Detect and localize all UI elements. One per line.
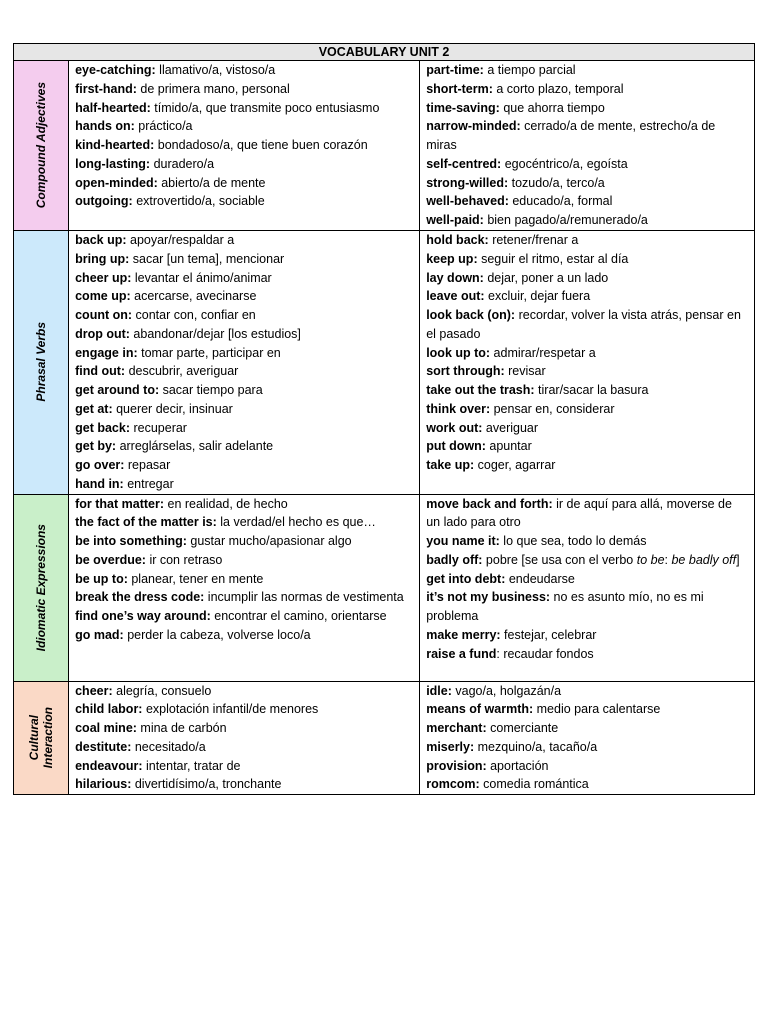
- vocab-definition: aportación: [486, 758, 549, 773]
- vocab-definition: tozudo/a, terco/a: [508, 175, 605, 190]
- vocab-definition: excluir, dejar fuera: [484, 289, 591, 304]
- vocab-entry: [426, 192, 748, 211]
- vocab-entry: [75, 513, 413, 532]
- vocab-entry: [426, 231, 748, 250]
- vocab-definition: vago/a, holgazán/a: [451, 683, 562, 698]
- vocab-term: make merry:: [426, 627, 501, 642]
- vocab-term: move back and forth:: [426, 496, 553, 511]
- vocab-definition: tirar/sacar la basura: [534, 383, 649, 397]
- section-compound-adjectives: [14, 61, 755, 231]
- vocab-entry: [426, 155, 748, 174]
- vocab-term: think over:: [426, 401, 491, 416]
- vocab-term: romcom:: [426, 777, 480, 792]
- vocab-term: self-centred:: [426, 156, 502, 171]
- vocab-entry: [75, 682, 413, 701]
- vocab-definition: que ahorra tiempo: [499, 100, 605, 115]
- vocab-definition: cerrado/a de mente, estrecho/a de miras: [426, 119, 716, 152]
- vocab-definition: averiguar: [482, 420, 539, 435]
- vocab-entry: [75, 588, 413, 607]
- vocab-entry: [426, 99, 748, 118]
- vocab-entry: [75, 607, 413, 626]
- vocab-term: go mad:: [75, 627, 124, 642]
- vocab-term: long-lasting:: [75, 156, 151, 171]
- vocab-definition: incumplir las normas de vestimenta: [204, 590, 404, 605]
- vocab-definition: abandonar/dejar [los estudios]: [129, 326, 301, 341]
- vocab-definition: encontrar el camino, orientarse: [210, 609, 387, 623]
- vocab-term: for that matter:: [75, 496, 165, 511]
- vocab-definition: comedia romántica: [479, 777, 589, 792]
- vocab-entry: [75, 775, 413, 794]
- vocab-entry: [426, 719, 748, 738]
- vocab-entry: [426, 645, 748, 664]
- vocab-definition-part: ]: [736, 552, 740, 567]
- vocab-entry: [75, 174, 413, 193]
- vocab-entry: [426, 682, 748, 701]
- vocab-term: means of warmth:: [426, 702, 534, 717]
- vocab-definition: abierto/a de mente: [157, 175, 266, 190]
- category-label: Cultural Interaction: [27, 707, 56, 769]
- category-cell: [14, 494, 69, 681]
- vocab-entry: [75, 437, 413, 456]
- vocab-definition: la verdad/el hecho es que…: [216, 515, 376, 530]
- vocab-definition: de primera mano, personal: [136, 81, 290, 96]
- vocab-entry: [426, 362, 748, 381]
- vocab-definition: explotación infantil/de menores: [142, 702, 319, 717]
- left-column: [69, 681, 420, 795]
- vocabulary-table: [13, 43, 755, 795]
- vocab-entry: [426, 588, 748, 626]
- vocab-entry: [426, 174, 748, 193]
- vocab-term: miserly:: [426, 739, 475, 754]
- vocab-definition: repasar: [124, 458, 171, 472]
- vocab-entry: [75, 400, 413, 419]
- vocab-definition: festejar, celebrar: [500, 627, 597, 642]
- vocab-term: lay down:: [426, 270, 484, 285]
- right-column: [420, 231, 755, 495]
- vocab-term: go over:: [75, 458, 125, 472]
- vocab-entry: [426, 757, 748, 776]
- vocab-entry: [426, 775, 748, 794]
- vocab-entry: [426, 287, 748, 306]
- vocab-entry: [75, 306, 413, 325]
- vocab-definition: endeudarse: [505, 571, 575, 586]
- vocab-term: find out:: [75, 364, 126, 379]
- category-cell: [14, 231, 69, 495]
- category-label: Phrasal Verbs: [34, 322, 49, 403]
- vocab-term: be up to:: [75, 571, 128, 586]
- vocab-term: hands on:: [75, 119, 135, 134]
- vocab-definition: educado/a, formal: [508, 194, 613, 209]
- vocab-term: kind-hearted:: [75, 138, 155, 152]
- vocab-entry: [75, 250, 413, 269]
- section-cultural-interaction: [14, 681, 755, 795]
- vocab-definition: coger, agarrar: [474, 458, 556, 472]
- vocab-entry: [426, 344, 748, 363]
- vocab-definition: revisar: [504, 364, 546, 379]
- vocab-entry: [75, 80, 413, 99]
- category-cell: [14, 681, 69, 795]
- vocab-entry: [75, 570, 413, 589]
- vocab-term: get into debt:: [426, 571, 506, 586]
- vocab-entry: [75, 700, 413, 719]
- vocab-entry: [75, 192, 413, 211]
- vocab-entry: [75, 344, 413, 363]
- vocab-term: come up:: [75, 289, 131, 304]
- section-phrasal-verbs: [14, 231, 755, 495]
- vocab-definition: llamativo/a, vistoso/a: [155, 63, 276, 77]
- vocab-term: coal mine:: [75, 721, 137, 735]
- vocab-definition: intentar, tratar de: [142, 758, 241, 773]
- vocab-term: provision:: [426, 758, 487, 773]
- vocab-term: hilarious:: [75, 777, 132, 792]
- vocab-term: endeavour:: [75, 758, 143, 773]
- vocab-term: idle:: [426, 683, 452, 698]
- vocab-definition: admirar/respetar a: [490, 345, 596, 360]
- vocab-term: short-term:: [426, 81, 493, 96]
- vocab-definition: ir de aquí para allá, moverse de un lado para otro: [426, 496, 732, 530]
- vocab-term: bring up:: [75, 251, 130, 266]
- vocab-entry: [75, 362, 413, 381]
- vocab-term: you name it:: [426, 534, 500, 548]
- vocab-entry: [426, 381, 748, 400]
- vocab-entry: [426, 738, 748, 757]
- vocab-definition: : recaudar fondos: [496, 646, 594, 661]
- vocab-term: count on:: [75, 308, 133, 322]
- vocab-term: be overdue:: [75, 552, 146, 567]
- vocab-term: work out:: [426, 420, 483, 435]
- vocab-entry: [75, 381, 413, 400]
- vocab-term: time-saving:: [426, 100, 500, 115]
- vocab-term: get at:: [75, 401, 113, 416]
- vocab-term: get around to:: [75, 383, 160, 397]
- vocab-term: child labor:: [75, 702, 143, 717]
- vocab-entry: [426, 400, 748, 419]
- vocab-definition: tímido/a, que transmite poco entusiasmo: [150, 100, 380, 115]
- left-column: [69, 231, 420, 495]
- vocab-term: half-hearted:: [75, 100, 151, 115]
- vocab-term: outgoing:: [75, 194, 133, 209]
- vocab-entry: [426, 532, 748, 551]
- vocab-definition: no es asunto mío, no es mi problema: [426, 590, 704, 623]
- vocab-definition: dejar, poner a un lado: [483, 270, 609, 285]
- vocab-definition-part: to be: [636, 552, 665, 567]
- vocab-term: back up:: [75, 233, 127, 247]
- vocab-definition: bien pagado/a/remunerado/a: [483, 213, 648, 227]
- vocab-term: well-behaved:: [426, 194, 509, 209]
- vocab-entry: [75, 456, 413, 475]
- vocab-definition: necesitado/a: [131, 739, 206, 754]
- vocab-definition: tomar parte, participar en: [137, 345, 281, 360]
- vocab-definition: recordar, volver la vista atrás, pensar en el pasado: [426, 308, 741, 341]
- vocab-definition: medio para calentarse: [533, 702, 661, 717]
- vocab-entry: [426, 551, 748, 570]
- vocab-entry: [426, 269, 748, 288]
- vocab-entry: [75, 738, 413, 757]
- vocab-term: cheer up:: [75, 270, 132, 285]
- vocab-entry: [75, 231, 413, 250]
- vocab-definition: levantar el ánimo/animar: [131, 270, 272, 285]
- vocab-definition: gustar mucho/apasionar algo: [186, 534, 352, 548]
- vocab-entry: [426, 117, 748, 155]
- vocab-definition: recuperar: [130, 420, 187, 435]
- vocab-entry: [426, 250, 748, 269]
- vocab-term: keep up:: [426, 251, 478, 266]
- vocab-entry: [75, 475, 413, 494]
- vocab-definition: planear, tener en mente: [127, 571, 264, 586]
- vocab-entry: [75, 269, 413, 288]
- vocab-definition: sacar [un tema], mencionar: [129, 251, 285, 266]
- vocab-entry: [426, 306, 748, 344]
- vocab-entry: [426, 626, 748, 645]
- vocab-entry: [426, 419, 748, 438]
- right-column: [420, 681, 755, 795]
- vocab-term: leave out:: [426, 289, 485, 304]
- vocab-entry: [426, 456, 748, 475]
- category-cell: [14, 61, 69, 231]
- vocab-definition: mina de carbón: [136, 721, 227, 735]
- vocab-definition: divertidísimo/a, tronchante: [131, 777, 282, 792]
- vocab-term: get by:: [75, 439, 117, 454]
- vocab-term: take out the trash:: [426, 383, 535, 397]
- vocab-entry: [426, 61, 748, 80]
- vocab-term: drop out:: [75, 326, 130, 341]
- vocab-entry: [75, 136, 413, 155]
- vocab-term: cheer:: [75, 683, 113, 698]
- vocab-definition-part: be badly off: [671, 552, 737, 567]
- vocab-term: put down:: [426, 439, 486, 454]
- vocab-definition: apuntar: [485, 439, 532, 454]
- vocab-term: part-time:: [426, 63, 484, 77]
- vocab-definition: alegría, consuelo: [112, 683, 212, 698]
- vocab-definition: perder la cabeza, volverse loco/a: [123, 627, 311, 642]
- vocab-term: get back:: [75, 420, 130, 435]
- vocab-term: engage in:: [75, 345, 138, 360]
- vocab-definition: sacar tiempo para: [159, 383, 263, 397]
- vocab-entry: [426, 570, 748, 589]
- vocab-term: the fact of the matter is:: [75, 515, 217, 530]
- category-label: Compound Adjectives: [34, 82, 49, 209]
- vocab-definition: lo que sea, todo lo demás: [499, 534, 647, 548]
- vocab-definition-part: :: [664, 552, 672, 567]
- vocab-definition: bondadoso/a, que tiene buen corazón: [154, 138, 368, 152]
- vocab-entry: [426, 211, 748, 230]
- vocab-definition: a tiempo parcial: [483, 63, 576, 77]
- vocab-definition: descubrir, averiguar: [125, 364, 239, 379]
- left-column: [69, 494, 420, 681]
- vocab-entry: [75, 155, 413, 174]
- vocab-term: merchant:: [426, 721, 487, 735]
- vocab-entry: [75, 757, 413, 776]
- vocab-term: well-paid:: [426, 213, 484, 227]
- vocab-entry: [75, 551, 413, 570]
- vocab-definition: seguir el ritmo, estar al día: [477, 251, 629, 266]
- vocab-term: look up to:: [426, 345, 491, 360]
- vocab-term: look back (on):: [426, 308, 516, 322]
- vocab-definition: arreglárselas, salir adelante: [116, 439, 274, 454]
- vocab-term: hold back:: [426, 233, 489, 247]
- vocab-definition: práctico/a: [134, 119, 193, 134]
- vocab-entry: [75, 99, 413, 118]
- vocab-entry: [75, 419, 413, 438]
- vocab-definition: duradero/a: [150, 156, 215, 171]
- vocab-entry: [75, 287, 413, 306]
- vocab-term: destitute:: [75, 739, 132, 754]
- vocab-term: break the dress code:: [75, 590, 205, 605]
- vocab-definition: egocéntrico/a, egoísta: [501, 156, 628, 171]
- vocab-definition: pensar en, considerar: [490, 401, 615, 416]
- category-label: Idiomatic Expressions: [34, 523, 49, 652]
- vocab-term: raise a fund: [426, 646, 497, 661]
- vocab-entry: [75, 117, 413, 136]
- vocab-definition: pobre [se usa con el verbo: [482, 552, 637, 567]
- vocab-term: find one’s way around:: [75, 609, 211, 623]
- vocab-term: open-minded:: [75, 175, 158, 190]
- right-column: [420, 494, 755, 681]
- vocab-definition: mezquino/a, tacaño/a: [474, 739, 598, 754]
- vocab-entry: [426, 437, 748, 456]
- vocab-definition: acercarse, avecinarse: [130, 289, 257, 304]
- vocab-entry: [426, 80, 748, 99]
- vocab-term: take up:: [426, 458, 475, 472]
- vocab-definition: retener/frenar a: [488, 233, 579, 247]
- vocab-entry: [75, 495, 413, 514]
- vocab-entry: [75, 61, 413, 80]
- vocab-definition: apoyar/respaldar a: [126, 233, 235, 247]
- vocab-definition: contar con, confiar en: [132, 308, 256, 322]
- vocab-term: strong-willed:: [426, 175, 509, 190]
- vocab-term: eye-catching:: [75, 63, 156, 77]
- vocab-term: be into something:: [75, 534, 187, 548]
- vocab-term: badly off:: [426, 552, 483, 567]
- vocab-term: first-hand:: [75, 81, 137, 96]
- vocab-entry: [75, 626, 413, 645]
- vocab-definition: en realidad, de hecho: [164, 496, 288, 511]
- vocab-term: it’s not my business:: [426, 590, 551, 605]
- table-title: VOCABULARY UNIT 2: [14, 44, 755, 61]
- section-idiomatic-expressions: [14, 494, 755, 681]
- vocab-entry: [75, 532, 413, 551]
- vocab-term: hand in:: [75, 476, 124, 491]
- vocab-definition: ir con retraso: [145, 552, 223, 567]
- vocab-entry: [426, 495, 748, 533]
- vocab-term: sort through:: [426, 364, 505, 379]
- vocab-definition: comerciante: [486, 721, 559, 735]
- vocab-entry: [75, 325, 413, 344]
- vocab-definition: a corto plazo, temporal: [492, 81, 624, 96]
- vocab-definition: querer decir, insinuar: [112, 401, 233, 416]
- vocab-definition: extrovertido/a, sociable: [132, 194, 265, 209]
- vocab-term: narrow-minded:: [426, 119, 521, 134]
- left-column: [69, 61, 420, 231]
- vocab-entry: [75, 719, 413, 738]
- vocab-definition: entregar: [123, 476, 174, 491]
- vocab-entry: [426, 700, 748, 719]
- right-column: [420, 61, 755, 231]
